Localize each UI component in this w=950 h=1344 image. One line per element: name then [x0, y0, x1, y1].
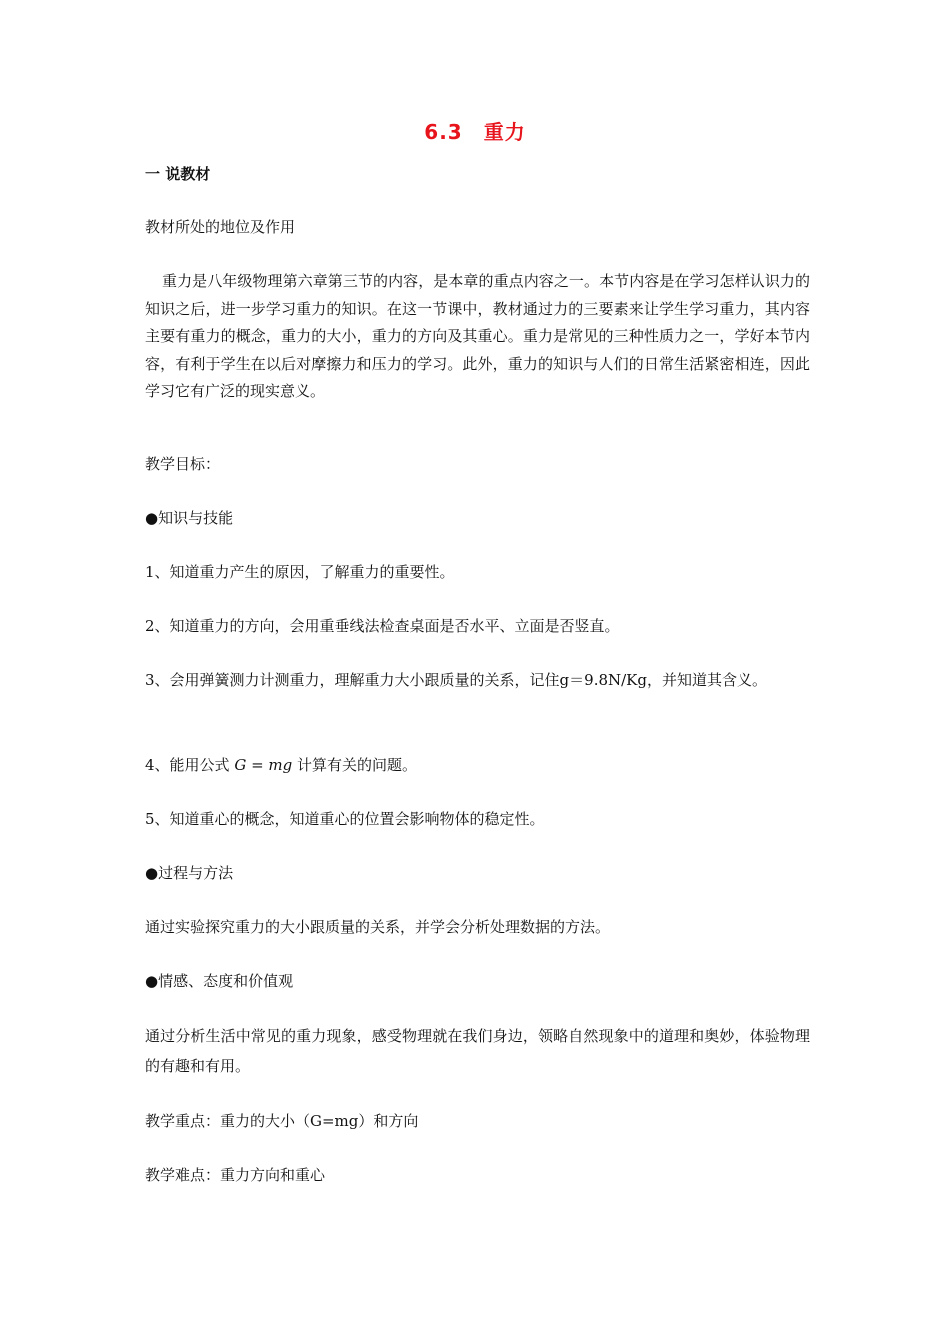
page-title: 6.3 重力: [424, 120, 526, 144]
attitude-text: 通过分析生活中常见的重力现象，感受物理就在我们身边，领略自然现象中的道理和奥妙，体验物理的有趣和有用。: [145, 1027, 810, 1075]
section-heading: 一 说教材: [145, 165, 211, 183]
difficulty: 教学难点：重力方向和重心: [145, 1166, 326, 1184]
knowledge-heading: ●知识与技能: [145, 509, 234, 527]
attitude-heading: ●情感、态度和价值观: [145, 972, 294, 990]
knowledge-item-5: 5、知道重心的概念，知道重心的位置会影响物体的稳定性。: [145, 810, 545, 828]
formula: G = mg: [234, 756, 293, 774]
knowledge-item-2: 2、知道重力的方向，会用重垂线法检查桌面是否水平、立面是否竖直。: [145, 617, 620, 635]
knowledge-item-3: 3、会用弹簧测力计测重力，理解重力大小跟质量的关系，记住g＝9.8N/Kg，并知道其含义。: [145, 671, 767, 689]
intro-paragraph: 重力是八年级物理第六章第三节的内容，是本章的重点内容之一。本节内容是在学习怎样认识力的知识之后，进一步学习重力的知识。在这一节课中，教材通过力的三要素来让学生学习重力，其内容主要有重力的概念，重力的大小，重力的方向及其重心。重力是常见的三种性质力之一，学好本节内容，有利于学生在以后对摩擦力和压力的学习。此外，重力的知识与人们的日常生活紧密相连，因此学习它有广泛的现实意义。: [145, 272, 810, 400]
process-text: 通过实验探究重力的大小跟质量的关系，并学会分析处理数据的方法。: [145, 918, 611, 936]
knowledge-item-1: 1、知道重力产生的原因，了解重力的重要性。: [145, 563, 455, 581]
subheading: 教材所处的地位及作用: [145, 218, 296, 236]
process-heading: ●过程与方法: [145, 864, 234, 882]
item4-suffix: 计算有关的问题。: [297, 756, 418, 774]
item4-prefix: 4、能用公式: [145, 756, 230, 774]
key-point: 教学重点：重力的大小（G=mg）和方向: [145, 1112, 419, 1130]
goals-label: 教学目标：: [145, 455, 221, 473]
knowledge-item-4: [145, 752, 810, 779]
